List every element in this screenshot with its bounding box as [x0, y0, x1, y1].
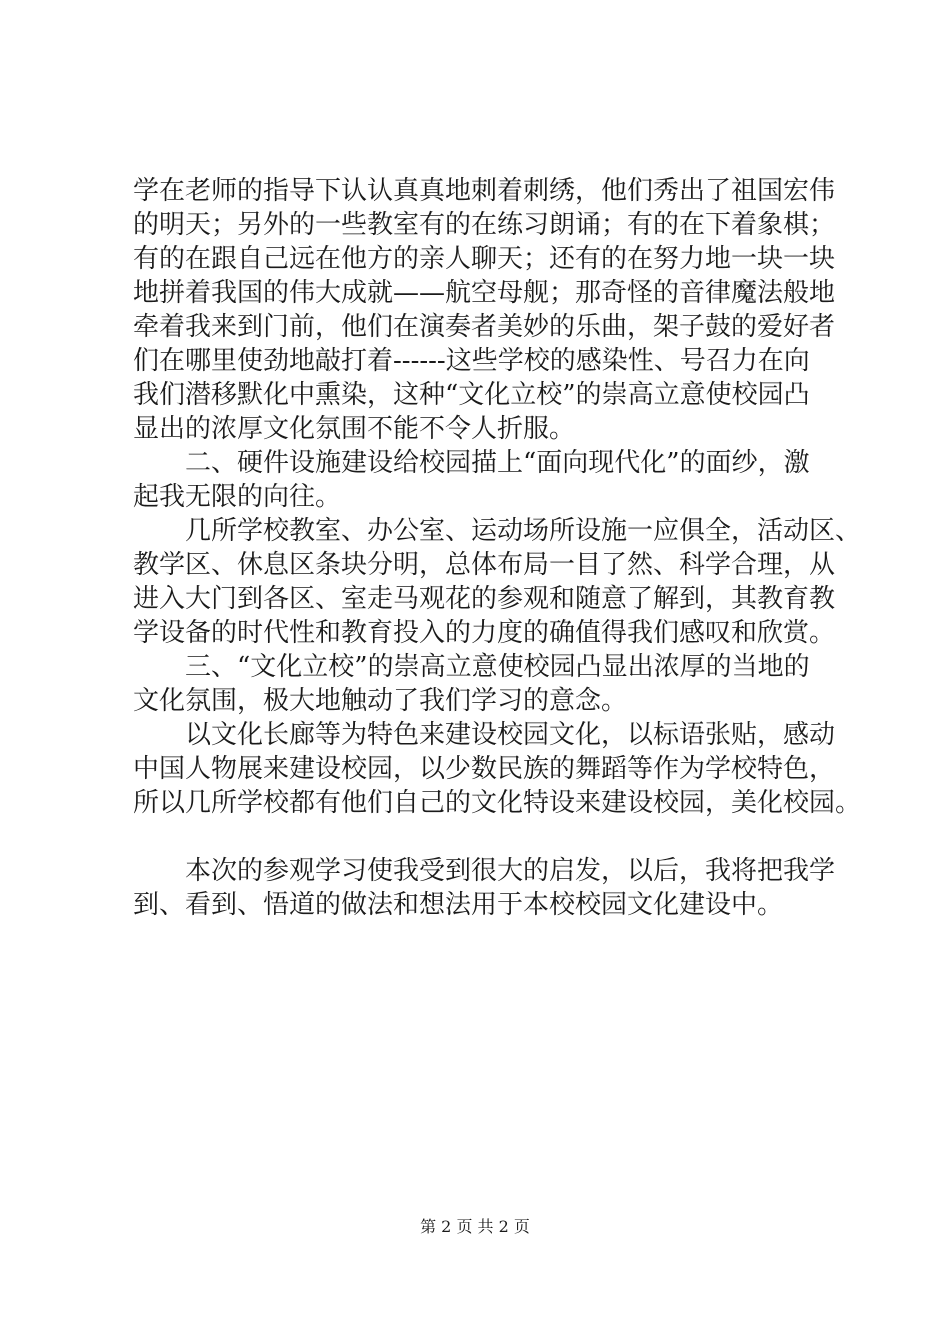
text-line: 以文化长廊等为特色来建设校园文化，以标语张贴，感动: [133, 720, 836, 750]
text-line: 地拼着我国的伟大成就——航空母舰；那奇怪的音律魔法般地: [133, 278, 836, 308]
blank-line: [133, 820, 833, 854]
text-line: 进入大门到各区、室走马观花的参观和随意了解到，其教育教: [133, 584, 836, 614]
text-line: 学设备的时代性和教育投入的力度的确值得我们感叹和欣赏。: [133, 618, 836, 648]
text-line: 起我无限的向往。: [133, 482, 342, 512]
text-line: 中国人物展来建设校园，以少数民族的舞蹈等作为学校特色，: [133, 754, 836, 784]
text-line: 教学区、休息区条块分明，总体布局一目了然、科学合理，从: [133, 550, 836, 580]
text-line: 我们潜移默化中熏染，这种“文化立校”的崇高立意使校园凸: [133, 380, 810, 410]
text-line: 牵着我来到门前，他们在演奏者美妙的乐曲，架子鼓的爱好者: [133, 312, 836, 342]
body-text: [133, 174, 862, 922]
text-line: 二、硬件设施建设给校园描上“面向现代化”的面纱，激: [133, 448, 810, 478]
text-line: 所以几所学校都有他们自己的文化特设来建设校园，美化校园。: [133, 788, 862, 818]
text-line: 几所学校教室、办公室、运动场所设施一应俱全，活动区、: [133, 516, 862, 546]
text-line: 本次的参观学习使我受到很大的启发，以后，我将把我学: [133, 856, 836, 886]
text-line: 到、看到、悟道的做法和想法用于本校校园文化建设中。: [133, 890, 784, 920]
text-line: 有的在跟自己远在他方的亲人聊天；还有的在努力地一块一块: [133, 244, 836, 274]
text-line: 显出的浓厚文化氛围不能不令人折服。: [133, 414, 576, 444]
page-footer: 第 2 页 共 2 页: [420, 1217, 530, 1236]
text-line: 文化氛围，极大地触动了我们学习的意念。: [133, 686, 628, 716]
text-line: 们在哪里使劲地敲打着------这些学校的感染性、号召力在向: [133, 346, 810, 376]
text-line: 的明天；另外的一些教室有的在练习朗诵；有的在下着象棋；: [133, 210, 836, 240]
text-line: 三、“文化立校”的崇高立意使校园凸显出浓厚的当地的: [133, 652, 810, 682]
text-line: 学在老师的指导下认认真真地刺着刺绣，他们秀出了祖国宏伟: [133, 176, 836, 206]
